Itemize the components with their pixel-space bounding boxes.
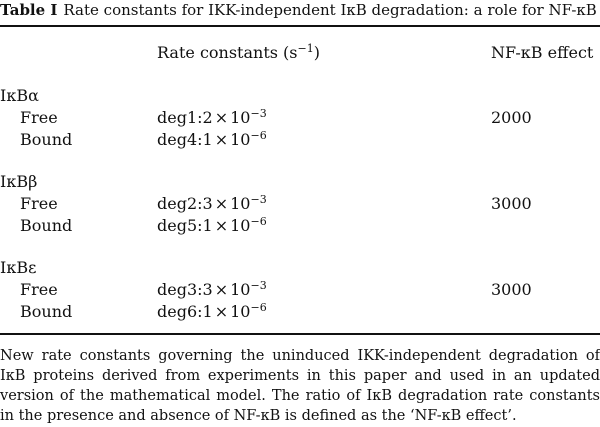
group-ikbb xyxy=(0,171,600,237)
table-row xyxy=(0,301,600,323)
rate-constant: deg6:1 × $10^{-6}$ xyxy=(157,301,267,321)
rate-constant: deg3:3 × $10^{-3}$ xyxy=(157,279,267,299)
state-label: Free xyxy=(20,108,58,127)
state-label: Free xyxy=(20,194,58,213)
rate-constant: deg4:1 × $10^{-6}$ xyxy=(157,129,267,149)
table-bottom-rule xyxy=(0,333,600,335)
group-ikbe xyxy=(0,257,600,323)
nfkb-effect-value: 2000 xyxy=(491,108,532,127)
rate-constants-header: Rate constants $(s^{-1})$ xyxy=(157,42,320,62)
state-label: Bound xyxy=(20,216,73,235)
table-title: Rate constants for IKK-independent IκB degradation: a role for NF-κB xyxy=(63,1,597,19)
rate-constant: deg2:3 × $10^{-3}$ xyxy=(157,193,267,213)
table-footnote xyxy=(0,346,600,426)
state-label: Bound xyxy=(20,130,73,149)
rate-constant: deg1:2 × $10^{-3}$ xyxy=(157,107,267,127)
footnote-line: in the presence and absence of NF-κB is defined as the ‘NF-κB effect’. xyxy=(0,408,517,424)
table-caption xyxy=(0,0,600,20)
footnote-line: version of the mathematical model. The ratio of IκB degradation rate constants xyxy=(0,388,600,404)
footnote-line: New rate constants governing the uninduced IKK-independent degradation of xyxy=(0,348,600,364)
table-label: Table I xyxy=(0,1,58,19)
footnote-line: IκB proteins derived from experiments in this paper and used in an updated xyxy=(0,368,600,384)
nfkb-effect-value: 3000 xyxy=(491,280,532,299)
table-top-rule xyxy=(0,25,600,27)
group-name: IκBα xyxy=(0,86,39,105)
state-label: Bound xyxy=(20,302,73,321)
nfkb-effect-value: 3000 xyxy=(491,194,532,213)
state-label: Free xyxy=(20,280,58,299)
group-name: IκBβ xyxy=(0,172,38,191)
nfkb-effect-header: NF-κB effect xyxy=(491,43,594,62)
table-row xyxy=(0,129,600,151)
table-row xyxy=(0,215,600,237)
group-ikba xyxy=(0,85,600,151)
group-name: IκBε xyxy=(0,258,37,277)
rate-constant: deg5:1 × $10^{-6}$ xyxy=(157,215,267,235)
